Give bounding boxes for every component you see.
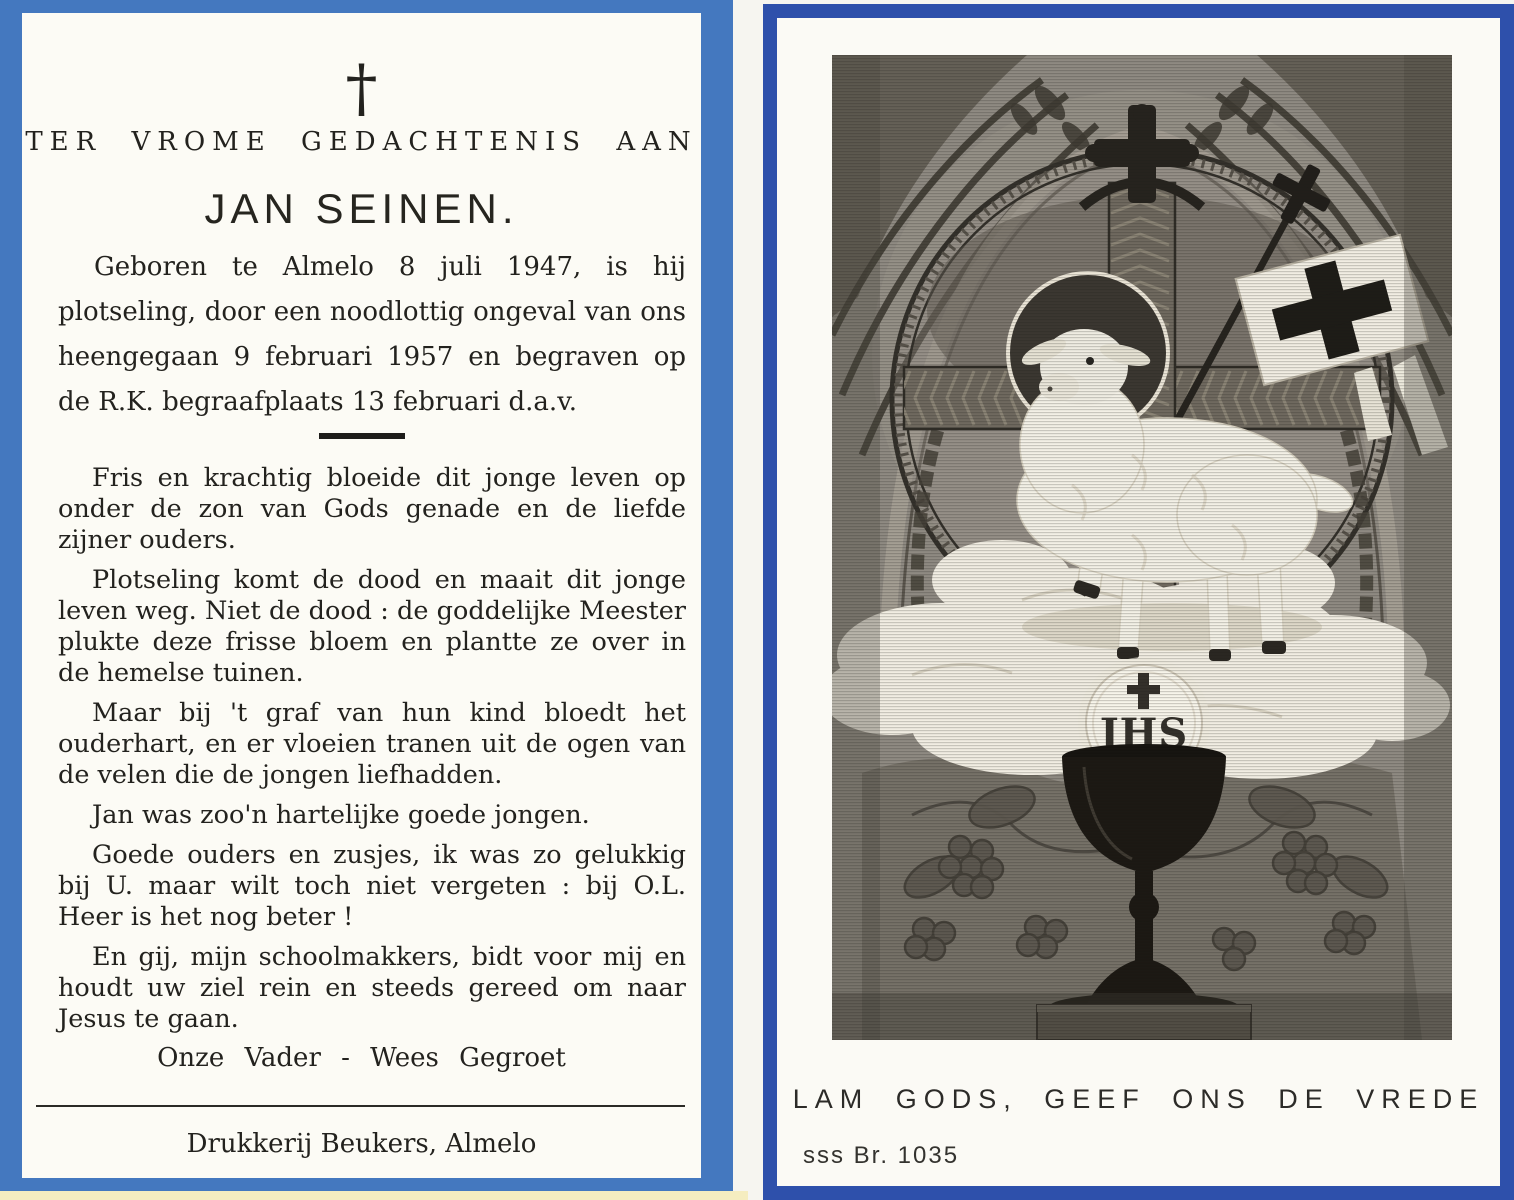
scan-edge-strip [0,1191,748,1200]
paragraph-1: Fris en krachtig bloeide dit jonge leven op onder de zon van Gods genade en de liefde zijner ouders. [58,463,686,555]
paragraph-3: Maar bij 't graf van hun kind bloedt het ouderhart, en er vloeien tranen uit de ogen van de velen die de jongen liefhadden. [58,698,686,790]
latin-cross-icon: † [345,52,378,126]
prayer-invocation: Onze Vader - Wees Gegroet [157,1043,566,1073]
lamb-of-god-engraving [832,55,1452,1040]
paragraph-4: Jan was zoo'n hartelijke goede jongen. [92,800,590,830]
memorial-header: TER VROME GEDACHTENIS AAN [25,127,698,157]
deceased-name: JAN SEINEN. [204,185,519,232]
halftone-overlay [832,55,1452,1040]
paragraph-2: Plotseling komt de dood en maait dit jonge leven weg. Niet de dood : de goddelijke Meester plukte deze frisse bloem en plantte ze over in de hemelse tuinen. [58,565,686,688]
caption-lam-gods: LAM GODS, GEEF ONS DE VREDE [792,1084,1485,1114]
holy-picture-card [763,4,1514,1200]
paragraph-5: Goede ouders en zusjes, ik was zo gelukkig bij U. maar wilt toch niet vergeten : bij O.L. Heer is het nog beter ! [58,840,686,932]
memorial-body [58,463,686,1044]
printer-credit: Drukkerij Beukers, Almelo [186,1129,537,1159]
print-reference: sss Br. 1035 [803,1142,960,1169]
section-divider [319,433,405,439]
footer-rule [36,1105,685,1107]
memorial-text-card [0,0,733,1192]
paragraph-6: En gij, mijn schoolmakkers, bidt voor mij en houdt uw ziel rein en steeds gereed om naar Jesus te gaan. [58,942,686,1034]
birth-death-paragraph: Geboren te Almelo 8 juli 1947, is hij plotseling, door een noodlottig ongeval van ons heengegaan 9 februari 1957 en begraven op de R.K. begraafplaats 13 februari d.a.v. [58,252,686,417]
